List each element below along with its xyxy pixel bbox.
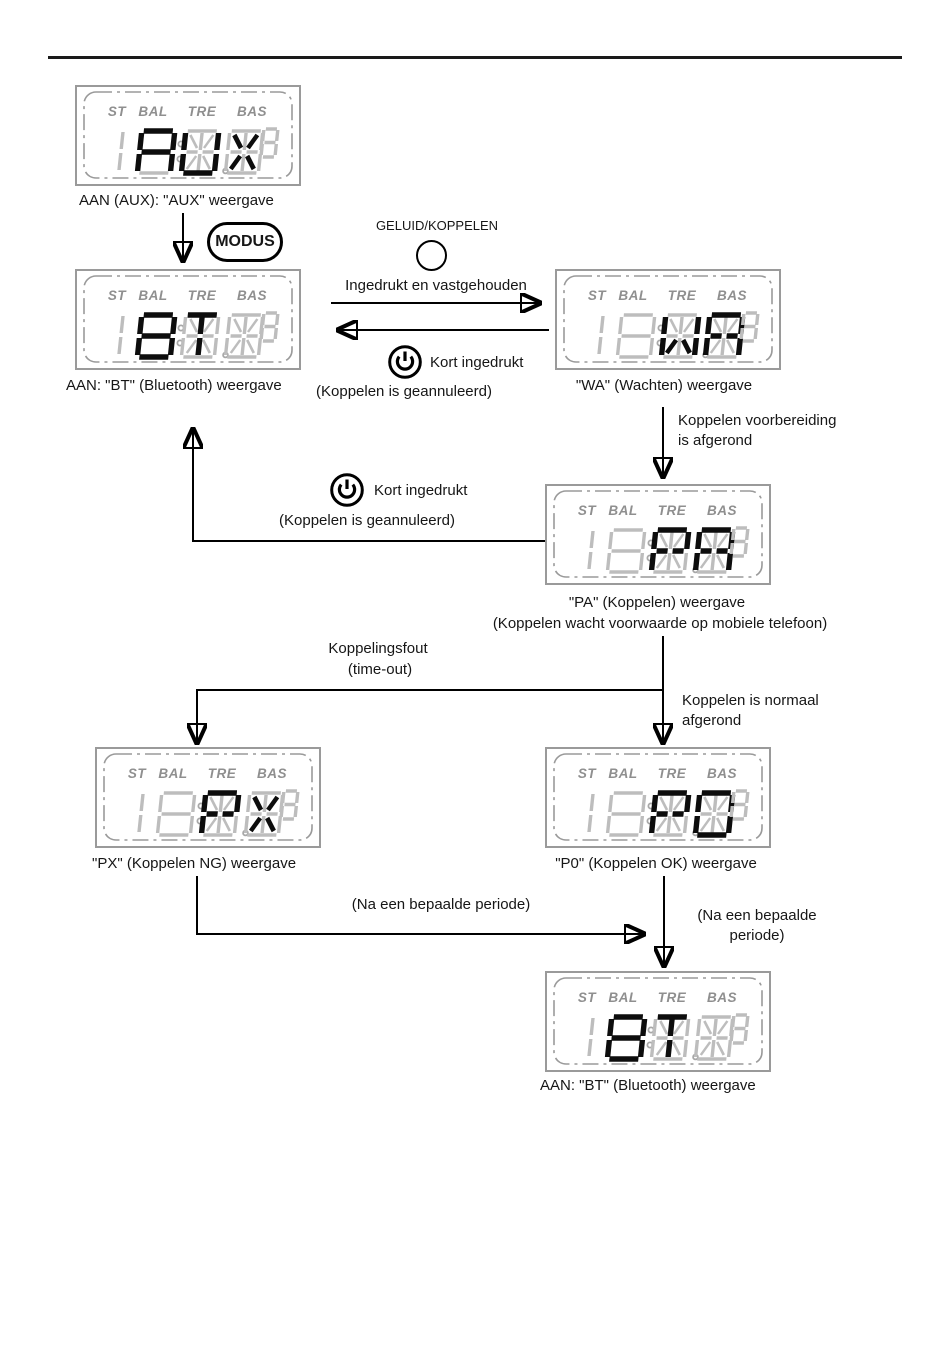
modus-button-label: MODUS [215, 233, 275, 250]
lcd-display-p0 [545, 747, 771, 848]
lcd-display-px [95, 747, 321, 848]
svg-text:BAL: BAL [608, 503, 638, 518]
fail-line2: (time-out) [347, 661, 413, 678]
svg-text:BAS: BAS [256, 766, 288, 781]
geluid-koppelen-button [416, 240, 447, 271]
svg-text:BAL: BAL [158, 766, 188, 781]
svg-text:TRE: TRE [657, 503, 687, 518]
ok-line1: Koppelen is normaal [682, 692, 819, 709]
svg-text:BAL: BAL [608, 766, 638, 781]
period-label-p0-line2: periode) [729, 927, 785, 944]
lcd-display-pa [545, 484, 771, 585]
page-top-rule [48, 56, 902, 59]
svg-text:TRE: TRE [667, 288, 697, 303]
svg-text:BAS: BAS [236, 288, 268, 303]
svg-text:ST: ST [127, 766, 147, 781]
svg-text:BAL: BAL [138, 104, 168, 119]
prep-done-line1: Koppelen voorbereiding [678, 412, 837, 429]
short-press-label-2: Kort ingedrukt [374, 482, 468, 499]
svg-text:BAL: BAL [138, 288, 168, 303]
svg-text:TRE: TRE [187, 288, 217, 303]
period-label-px: (Na een bepaalde periode) [351, 896, 531, 913]
caption-pa-sub: (Koppelen wacht voorwaarde op mobiele telefoon) [492, 615, 828, 632]
arrow-pa-to-px [197, 690, 663, 741]
svg-text:BAL: BAL [608, 990, 638, 1005]
caption-pa: "PA" (Koppelen) weergave [568, 594, 746, 611]
svg-text:ST: ST [107, 288, 127, 303]
caption-bt-2: AAN: "BT" (Bluetooth) weergave [540, 1077, 756, 1094]
lcd-display-bt-2 [545, 971, 771, 1072]
svg-text:ST: ST [577, 766, 597, 781]
caption-bt-1: AAN: "BT" (Bluetooth) weergave [66, 377, 282, 394]
cancel-label-1: (Koppelen is geannuleerd) [316, 383, 492, 400]
svg-text:ST: ST [577, 503, 597, 518]
lcd-display-aux [75, 85, 301, 186]
svg-text:BAS: BAS [706, 503, 738, 518]
svg-text:BAS: BAS [706, 766, 738, 781]
svg-text:ST: ST [577, 990, 597, 1005]
svg-text:BAS: BAS [706, 990, 738, 1005]
prep-done-line2: is afgerond [678, 432, 753, 449]
svg-text:BAS: BAS [716, 288, 748, 303]
short-press-label-1: Kort ingedrukt [430, 354, 524, 371]
cancel-label-2: (Koppelen is geannuleerd) [279, 512, 455, 529]
caption-p0: "P0" (Koppelen OK) weergave [555, 855, 757, 872]
power-button-icon-1 [386, 343, 424, 381]
caption-px: "PX" (Koppelen NG) weergave [92, 855, 297, 872]
modus-button [207, 222, 283, 262]
caption-aux: AAN (AUX): "AUX" weergave [79, 192, 274, 209]
lcd-display-wa [555, 269, 781, 370]
period-label-p0-line1: (Na een bepaalde [697, 907, 817, 924]
svg-text:BAS: BAS [236, 104, 268, 119]
geluid-koppelen-label: GELUID/KOPPELEN [375, 218, 499, 233]
svg-text:TRE: TRE [207, 766, 237, 781]
svg-text:ST: ST [587, 288, 607, 303]
lcd-display-bt-1 [75, 269, 301, 370]
fail-line1: Koppelingsfout [328, 640, 428, 657]
svg-text:TRE: TRE [657, 990, 687, 1005]
caption-wa: "WA" (Wachten) weergave [575, 377, 753, 394]
hold-label: Ingedrukt en vastgehouden [345, 277, 527, 294]
power-button-icon-2 [328, 471, 366, 509]
svg-text:TRE: TRE [187, 104, 217, 119]
svg-text:ST: ST [107, 104, 127, 119]
svg-text:BAL: BAL [618, 288, 648, 303]
ok-line2: afgerond [682, 712, 742, 729]
svg-text:TRE: TRE [657, 766, 687, 781]
